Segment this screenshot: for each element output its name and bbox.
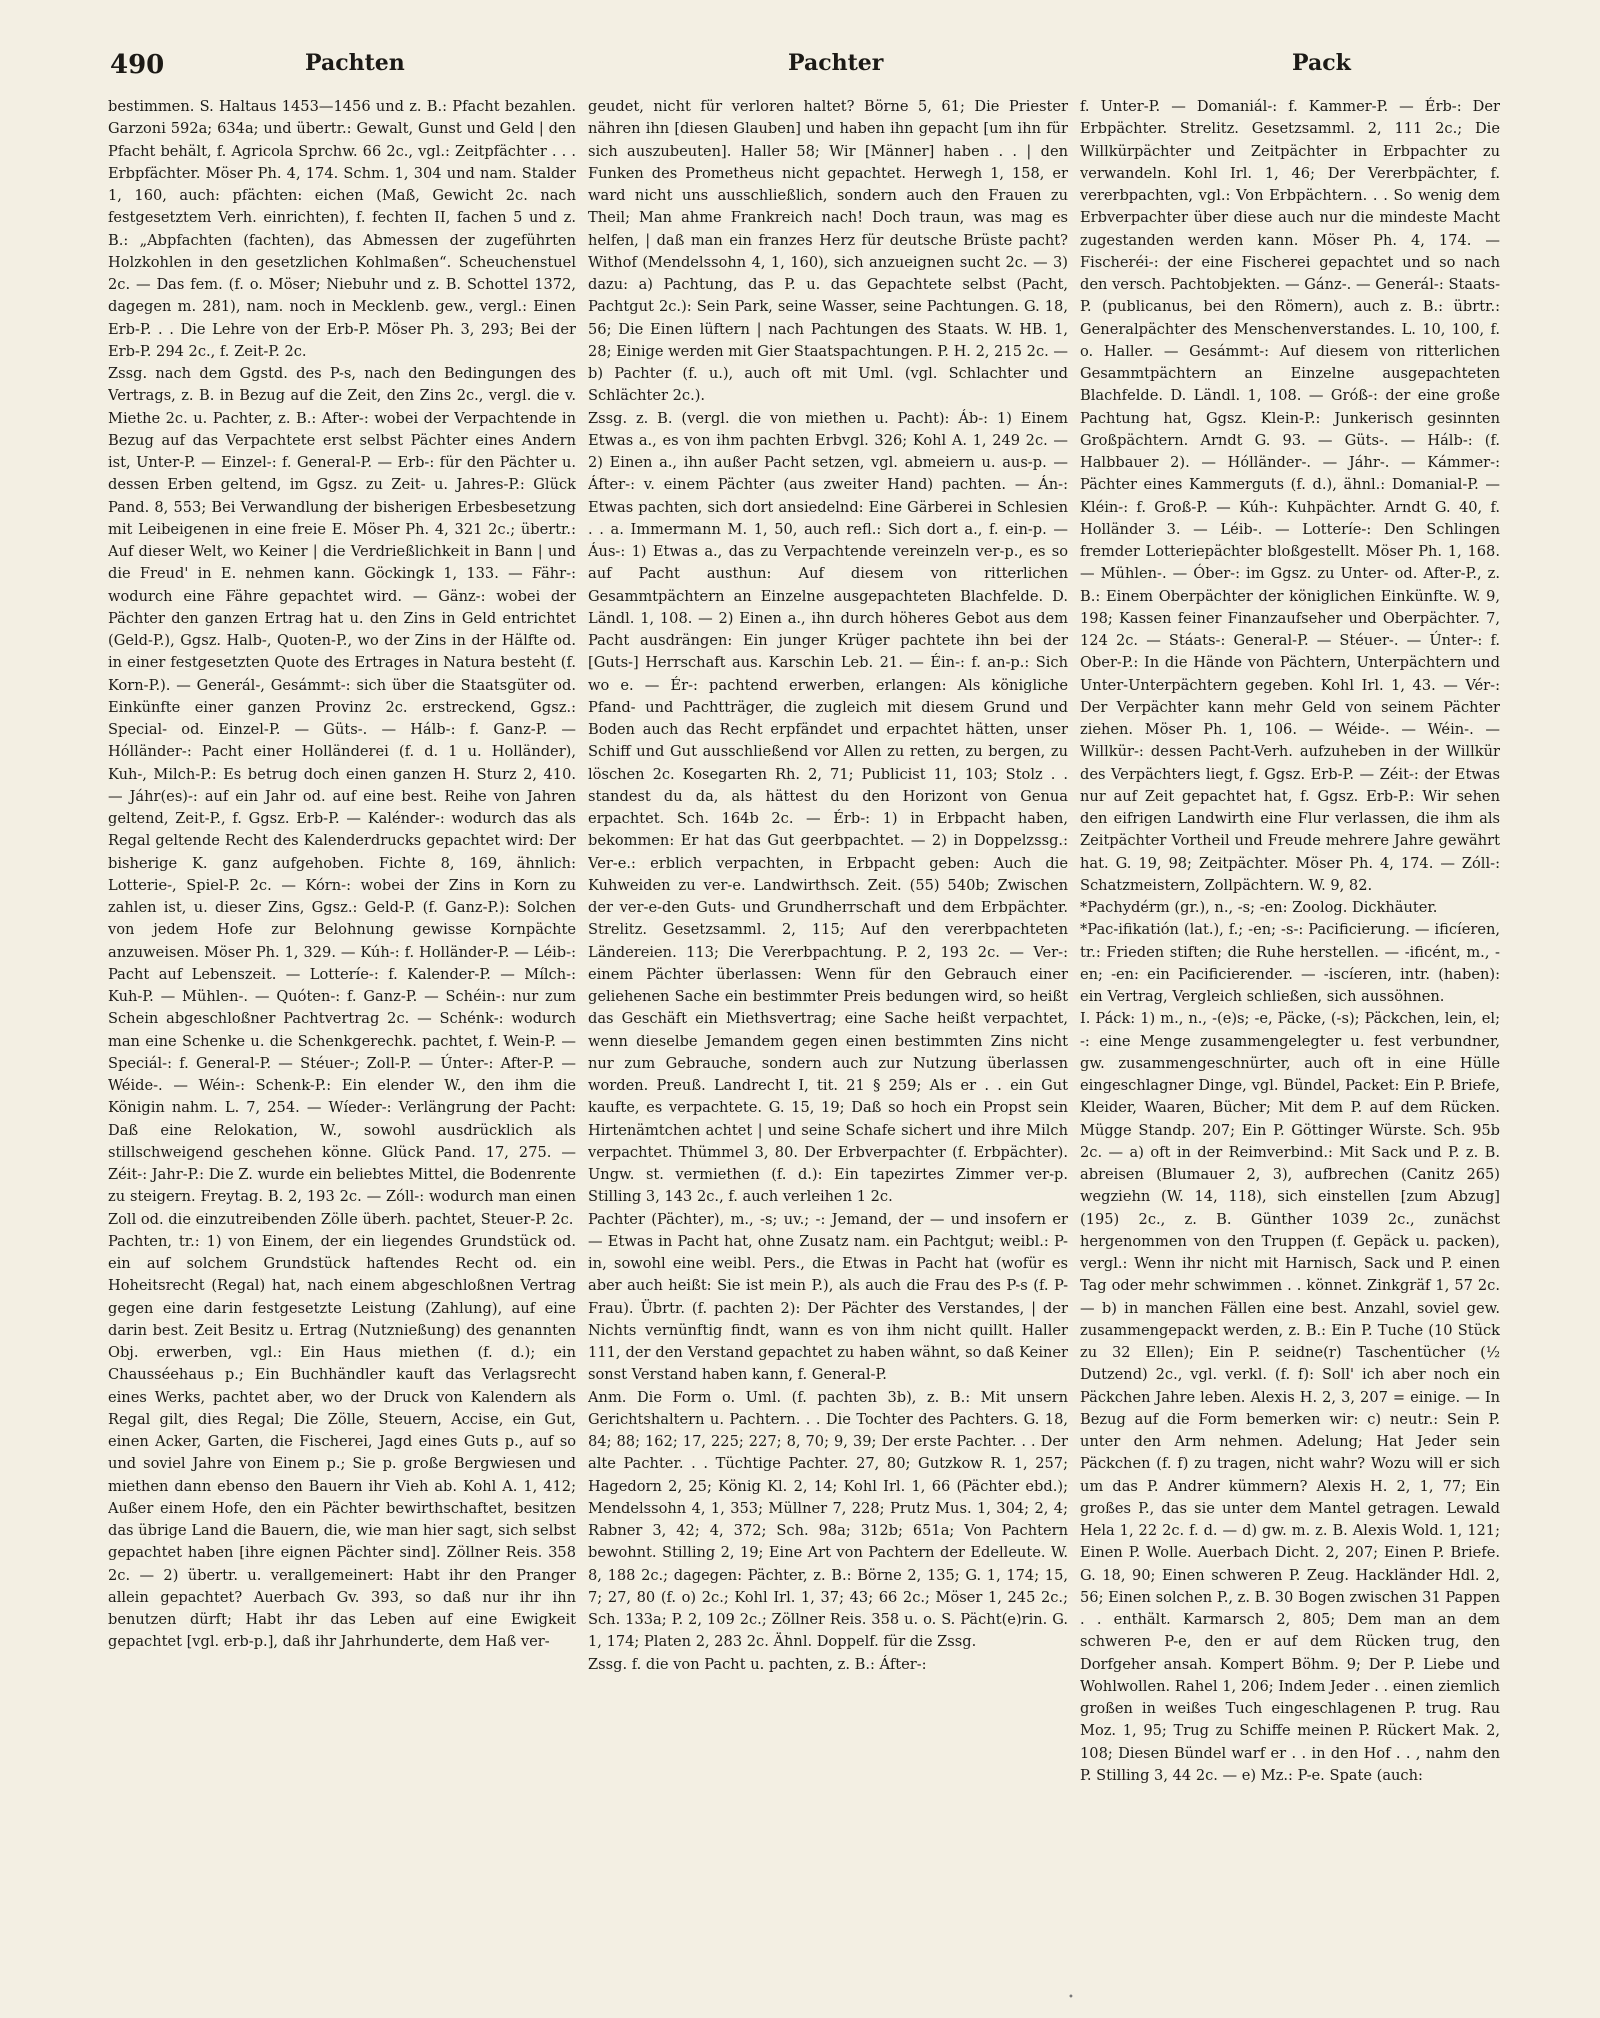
text-column-left [108, 96, 576, 1991]
entry-paragraph: f. Unter-P. — Domaniál-: f. Kammer-P. — Érb-: Der Erbpächter. Strelitz. Gesetzsamml. 2, 111 2c.; Die Willkürpächter und Zeitpächter in Erbpachter zu verwandeln. Kohl Irl. 1, 46; Der Vererbpächter, f. vererbpachten, vgl.: Von Erbpächtern. . . So wenig dem Erbverpachter über diese auch nur die mindeste Macht zugestanden werden kann. Möser Ph. 4, 174. — Fischeréi-: der eine Fischerei gepachtet und so nach den versch. Pachtobjekten. — Gánz-. — Generál-: Staats-P. (publicanus, bei den Römern), auch z. B.: übrtr.: Generalpächter des Menschenverstandes. L. 10, 100, f. o. Haller. — Gesámmt-: Auf diesem von ritterlichen Gesammtpächtern an Einzelne ausgepachteten Blachfelde. D. Ländl. 1, 108. — Gróß-: der eine große Pachtung hat, Ggsz. Klein-P.: Junkerisch gesinnten Großpächtern. Arndt G. 93. — Güts-. — Hálb-: (f. Halbbauer 2). — Hólländer-. — Jáhr-. — Kámmer-: Pächter eines Kammerguts (f. d.), ähnl.: Domanial-P. — Kléin-: f. Groß-P. — Kúh-: Kuhpächter. Arndt G. 40, f. Holländer 3. — Léib-. — Lotteríe-: Den Schlingen fremder Lotteriepächter bloßgestellt. Möser Ph. 1, 168. — Mühlen-. — Óber-: im Ggsz. zu Unter- od. After-P., z. B.: Einem Oberpächter der königlichen Einkünfte. W. 9, 198; Kassen feiner Finanzaufseher und Oberpächter. 7, 124 2c. — Stáats-: General-P. — Stéuer-. — Únter-: f. Ober-P.: In die Hände von Pächtern, Unterpächtern und Unter-Unterpächtern gegeben. Kohl Irl. 1, 43. — Vér-: Der Verpächter kann mehr Geld von seinem Pächter ziehen. Möser Ph. 1, 106. — Wéide-. — Wéin-. — Willkür-: dessen Pacht-Verh. aufzuheben in der Willkür des Verpächters liegt, f. Ggsz. Erb-P. — Zéit-: der Etwas nur auf Zeit gepachtet hat, f. Ggsz. Erb-P.: Wir sehen den eifrigen Landwirth eine Flur verlassen, die ihm als Zeitpächter Vortheil und Freude mehrere Jahre gewährt hat. G. 19, 98; Zeitpächter. Möser Ph. 4, 174. — Zóll-: Schatzmeistern, Zollpächtern. W. 9, 82. [1080, 98, 1500, 894]
text-column-middle [588, 96, 1068, 1991]
entry-paragraph: *Pac-ifikatión (lat.), f.; -en; -s-: Pacificierung. — ificíeren, tr.: Frieden stiften; die Ruhe herstellen. — -ificént, m., -en; -en: ein Pacificierender. — -iscíeren, intr. (haben): ein Vertrag, Vergleich schließen, sich aussöhnen. [1080, 921, 1500, 1005]
text-column-right [1080, 96, 1500, 1991]
running-head-right: Pack [1292, 50, 1351, 76]
entry-paragraph: geudet, nicht für verloren haltet? Börne 5, 61; Die Priester nähren ihn [diesen Glauben] und haben ihn gepacht [um ihn für sich auszubeuten]. Haller 58; Wir [Männer] haben . . | den Funken des Prometheus nicht gepachtet. Herwegh 1, 158, er ward nicht uns ausschließlich, sondern auch den Frauen zu Theil; Man ahme Frankreich nach! Doch traun, was mag es helfen, | daß man ein franzes Herz für deutsche Brüste pacht? Withof (Mendelssohn 4, 1, 160), sich anzueignen sucht 2c. — 3) dazu: a) Pachtung, das P. u. das Gepachtete selbst (Pacht, Pachtgut 2c.): Sein Park, seine Wasser, seine Pachtungen. G. 18, 56; Die Einen lüftern | nach Pachtungen des Staats. W. HB. 1, 28; Einige werden mit Gier Staatspachtungen. P. H. 2, 215 2c. — b) Pachter (f. u.), auch oft mit Uml. (vgl. Schlachter und Schlächter 2c.). [588, 98, 1068, 405]
running-head-center: Pachter [788, 50, 884, 76]
page-number: 490 [110, 50, 165, 80]
running-head-left: Pachten [305, 50, 405, 76]
entry-paragraph: Pachten, tr.: 1) von Einem, der ein liegendes Grundstück od. ein auf solchem Grundstück haftendes Recht od. ein Hoheitsrecht (Regal) hat, nach einem abgeschloßnen Vertrag gegen eine darin festgesetzte Leistung (Zahlung), auf eine darin best. Zeit Besitz u. Ertrag (Nutznießung) des genannten Obj. erwerben, vgl.: Ein Haus miethen (f. d.); ein Chausséehaus p.; Ein Buchhändler kauft das Verlagsrecht eines Werks, pachtet aber, wo der Druck von Kalendern als Regal gilt, dies Regal; Die Zölle, Steuern, Accise, ein Gut, einen Acker, Garten, die Fischerei, Jagd eines Guts p., auf so und soviel Jahre von Einem p.; Sie p. große Bergwiesen und miethen dann ebenso den Bauern ihr Vieh ab. Kohl A. 1, 412; Außer einem Hofe, den ein Pächter bewirthschaftet, besitzen das übrige Land die Bauern, die, wie man hier sagt, sich selbst gepachtet haben [ihre eignen Pächter sind]. Zöllner Reis. 358 2c. — 2) übertr. u. verallgemeinert: Habt ihr den Pranger allein gepachtet? Auerbach Gv. 393, so daß nur ihr ihn benutzen dürft; Habt ihr das Leben auf eine Ewigkeit gepachtet [vgl. erb-p.], daß ihr Jahrhunderte, dem Haß ver- [108, 1232, 576, 1651]
entry-paragraph: Anm. Die Form o. Uml. (f. pachten 3b), z. B.: Mit unsern Gerichtshaltern u. Pachtern. . . Die Tochter des Pachters. G. 18, 84; 88; 162; 17, 225; 227; 8, 70; 9, 39; Der erste Pachter. . . Der alte Pachter. . . Tüchtige Pachter. 27, 80; Gutzkow R. 1, 257; Hagedorn 2, 25; König Kl. 2, 14; Kohl Irl. 1, 66 (Pächter ebd.); Mendelssohn 4, 1, 353; Müllner 7, 228; Prutz Mus. 1, 304; 2, 4; Rabner 3, 42; 4, 372; Sch. 98a; 312b; 651a; Von Pachtern bewohnt. Stilling 2, 19; Eine Art von Pachtern der Edelleute. W. 8, 188 2c.; dagegen: Pächter, z. B.: Börne 2, 135; G. 1, 174; 15, 7; 27, 80 (f. o) 2c.; Kohl Irl. 1, 37; 43; 66 2c.; Möser 1, 245 2c.; Sch. 133a; P. 2, 109 2c.; Zöllner Reis. 358 u. o. S. Pächt(e)rin. G. 1, 174; Platen 2, 283 2c. Ähnl. Doppelf. für die Zssg. [588, 1388, 1068, 1651]
entry-paragraph: Pachter (Pächter), m., -s; uv.; -: Jemand, der — und insofern er — Etwas in Pacht hat, ohne Zusatz nam. ein Pachtgut; weibl.: P-in, sowohl eine weibl. Pers., die Etwas in Pacht hat (wofür es aber auch heißt: Sie ist mein P.), als auch die Frau des P-s (f. P-Frau). Übrtr. (f. pachten 2): Der Pächter des Verstandes, | der Nichts vernünftig findt, wann es von ihm nicht quillt. Haller 111, der den Verstand gepachtet zu haben wähnt, so daß Keiner sonst Verstand haben kann, f. General-P. [588, 1210, 1068, 1384]
corner-mark: • [1068, 1992, 1074, 2003]
entry-paragraph: Zssg. z. B. (vergl. die von miethen u. Pacht): Áb-: 1) Einem Etwas a., es von ihm pachten Erbvgl. 326; Kohl A. 1, 249 2c. — 2) Einen a., ihn außer Pacht setzen, vgl. abmeiern u. aus-p. — Áfter-: v. einem Pächter (aus zweiter Hand) pachten. — Án-: Etwas pachten, sich dort ansiedelnd: Eine Gärberei in Schlesien . . a. Immermann M. 1, 50, auch refl.: Sich dort a., f. ein-p. — Áus-: 1) Etwas a., das zu Verpachtende vereinzeln ver-p., es so auf Pacht austhun: Auf diesem von ritterlichen Gesammtpächtern an Einzelne ausgepachteten Blachfelde. D. Ländl. 1, 108. — 2) Einen a., ihn durch höheres Gebot aus dem Pacht ausdrängen: Ein junger Krüger pachtete ihn bei der [Guts-] Herrschaft aus. Karschin Leb. 21. — Éin-: f. an-p.: Sich wo e. — Ér-: pachtend erwerben, erlangen: Als königliche Pfand- und Pachtträger, die zugleich mit diesem Grund und Boden auch das Recht erpfändet und erpachtet hätten, unser Schiff und Gut ausschließend vor Allen zu retten, zu bergen, zu löschen 2c. Kosegarten Rh. 2, 71; Publicist 11, 103; Stolz . . standest du da, als hättest du den Horizont von Genua erpachtet. Sch. 164b 2c. — Érb-: 1) in Erbpacht haben, bekommen: Er hat das Gut geerbpachtet. — 2) in Doppelzssg.: Ver-e.: erblich verpachten, in Erbpacht geben: Auch die Kuhweiden zu ver-e. Landwirthsch. Zeit. (55) 540b; Zwischen der ver-e-den Guts- und Grundherrschaft und dem Erbpächter. Strelitz. Gesetzsamml. 2, 115; Auf den vererbpachteten Ländereien. 113; Die Vererbpachtung. P. 2, 193 2c. — Ver-: einem Pächter überlassen: Wenn für den Gebrauch einer geliehenen Sache ein bestimmter Preis bedungen wird, so heißt das Geschäft ein Miethsvertrag; eine Sache heißt verpachtet, wenn dieselbe Jemandem gegen einen bestimmten Zins nicht nur zum Gebrauche, sondern auch zur Nutzung überlassen worden. Preuß. Landrecht I, tit. 21 § 259; Als er . . ein Gut kaufte, es verpachtete. G. 15, 19; Daß so hoch ein Propst sein Hirtenämtchen achtet | und seine Schafe sichert und ihre Milch verpachtet. Thümmel 3, 80. Der Erbverpachter (f. Erbpächter). Ungw. st. vermiethen (f. d.): Ein tapezirtes Zimmer ver-p. Stilling 3, 143 2c., f. auch verleihen 1 2c. [588, 409, 1068, 1206]
entry-paragraph: I. Páck: 1) m., n., -(e)s; -e, Päcke, (-s); Päckchen, lein, el; -: eine Menge zusammengelegter u. fest verbundner, gw. zusammengeschnürter, auch oft in eine Hülle eingeschlagner Dinge, vgl. Bündel, Packet: Ein P. Briefe, Kleider, Waaren, Bücher; Mit dem P. auf dem Rücken. Mügge Standp. 207; Ein P. Göttinger Würste. Sch. 95b 2c. — a) oft in der Reimverbind.: Mit Sack und P. z. B. abreisen (Blumauer 2, 3), aufbrechen (Canitz 265) wegziehn (W. 14, 118), sich einstellen [zum Abzug] (195) 2c., z. B. Günther 1039 2c., zunächst hergenommen von den Truppen (f. Gepäck u. packen), vergl.: Wenn ihr nicht mit Harnisch, Sack und P. einen Tag oder mehr schwimmen . . könnet. Zinkgräf 1, 57 2c. — b) in manchen Fällen eine best. Anzahl, soviel gew. zusammengepackt werden, z. B.: Ein P. Tuche (10 Stück zu 32 Ellen); Ein P. seidne(r) Taschentücher (½ Dutzend) 2c., vgl. verkl. (f. f): Soll' ich aber noch ein Päckchen Jahre leben. Alexis H. 2, 3, 207 = einige. — In Bezug auf die Form bemerken wir: c) neutr.: Sein P. unter den Arm nehmen. Adelung; Hat Jeder sein Päckchen (f. f) zu tragen, nicht wahr? Wozu will er sich um das P. Andrer kümmern? Alexis H. 2, 1, 77; Ein großes P., das sie unter dem Mantel getragen. Lewald Hela 1, 22 2c. f. d. — d) gw. m. z. B. Alexis Wold. 1, 121; Einen P. Wolle. Auerbach Dicht. 2, 207; Einen P. Briefe. G. 18, 90; Einen schweren P. Zeug. Hackländer Hdl. 2, 56; Einen solchen P., z. B. 30 Bogen zwischen 31 Pappen . . enthält. Karmarsch 2, 805; Dem man an dem schweren P-e, den er auf dem Rücken trug, den Dorfgeher ansah. Kompert Böhm. 9; Der P. Liebe und Wohlwollen. Rahel 1, 206; Indem Jeder . . einen ziemlich großen in weißes Tuch eingeschlagenen P. trug. Rau Moz. 1, 95; Trug zu Schiffe meinen P. Rückert Mak. 2, 108; Diesen Bündel warf er . . in den Hof . . , nahm den P. Stilling 3, 44 2c. — e) Mz.: P-e. Spate (auch: [1080, 1010, 1500, 1784]
entry-paragraph: *Pachydérm (gr.), n., -s; -en: Zoolog. Dickhäuter. [1080, 899, 1438, 916]
entry-paragraph: Zssg. f. die von Pacht u. pachten, z. B.: Áfter-: [588, 1655, 927, 1673]
entry-paragraph: bestimmen. S. Haltaus 1453—1456 und z. B.: Pfacht bezahlen. Garzoni 592a; 634a; und übertr.: Gewalt, Gunst und Geld | den Pfacht behält, f. Agricola Sprchw. 66 2c., vgl.: Zeitpfächter . . . Erbpfächter. Möser Ph. 4, 174. Schm. 1, 304 und nam. Stalder 1, 160, auch: pfächten: eichen (Maß, Gewicht 2c. nach festgesetztem Verh. einrichten), f. fechten II, fachen 5 und z. B.: „Abpfachten (fachten), das Abmessen der zugeführten Holzkohlen in den gesetzlichen Kohlmaßen“. Scheuchenstuel 2c. — Das fem. (f. o. Möser; Niebuhr und z. B. Schottel 1372, dagegen m. 281), nam. noch in Mecklenb. gew., vergl.: Einen Erb-P. . . Die Lehre von der Erb-P. Möser Ph. 3, 293; Bei der Erb-P. 294 2c., f. Zeit-P. 2c. [108, 98, 576, 360]
entry-paragraph: Zssg. nach dem Ggstd. des P-s, nach den Bedingungen des Vertrags, z. B. in Bezug auf die Zeit, den Zins 2c., vergl. die v. Miethe 2c. u. Pachter, z. B.: After-: wobei der Verpachtende in Bezug auf das Verpachtete erst selbst Pächter eines Andern ist, Unter-P. — Einzel-: f. General-P. — Erb-: für den Pächter u. dessen Erben geltend, im Ggsz. zu Zeit- u. Jahres-P.: Glück Pand. 8, 553; Bei Verwandlung der bisherigen Erbesbesetzung mit Leibeigenen in eine freie E. Möser Ph. 4, 321 2c.; übertr.: Auf dieser Welt, wo Keiner | die Verdrießlichkeit in Bann | und die Freud' in E. nehmen kann. Göckingk 1, 133. — Fähr-: wodurch eine Fähre gepachtet wird. — Gänz-: wobei der Pächter den ganzen Ertrag hat u. den Zins in Geld entrichtet (Geld-P.), Ggsz. Halb-, Quoten-P., wo der Zins in der Hälfte od. in einer festgesetzten Quote des Ertrages in Natura besteht (f. Korn-P.). — Generál-, Gesámmt-: sich über die Staatsgüter od. Einkünfte einer ganzen Provinz 2c. erstreckend, Ggsz.: Special- od. Einzel-P. — Güts-. — Hálb-: f. Ganz-P. — Hólländer-: Pacht einer Holländerei (f. d. 1 u. Holländer), Kuh-, Milch-P.: Es betrug doch einen ganzen H. Sturz 2, 410. — Jáhr(es)-: auf ein Jahr od. auf eine best. Reihe von Jahren geltend, Zeit-P., f. Ggsz. Erb-P. — Kalénder-: wodurch das als Regal geltende Recht des Kalenderdrucks gepachtet wird: Der bisherige K. ganz aufgehoben. Fichte 8, 169, ähnlich: Lotterie-, Spiel-P. 2c. — Kórn-: wobei der Zins in Korn zu zahlen ist, u. dieser Zins, Ggsz.: Geld-P. (f. Ganz-P.): Solchen von jedem Hofe zur Belohnung gewisse Kornpächte anzuweisen. Möser Ph. 1, 329. — Kúh-: f. Holländer-P. — Léib-: Pacht auf Lebenszeit. — Lotteríe-: f. Kalender-P. — Mílch-: Kuh-P. — Mühlen-. — Quóten-: f. Ganz-P. — Schéin-: nur zum Schein abgeschloßner Pachtvertrag 2c. — Schénk-: wodurch man eine Schenke u. die Schenkgerechk. pachtet, f. Wein-P. — Speciál-: f. General-P. — Stéuer-; Zoll-P. — Únter-: After-P. — Wéide-. — Wéin-: Schenk-P.: Ein elender W., den ihm die Königin nahm. L. 7, 254. — Wíeder-: Verlängrung der Pacht: Daß eine Relokation, W., sowohl ausdrücklich als stillschweigend geschehen könne. Glück Pand. 17, 275. — Zéit-: Jahr-P.: Die Z. wurde ein beliebtes Mittel, die Bodenrente zu steigern. Freytag. B. 2, 193 2c. — Zóll-: wodurch man einen Zoll od. die einzutreibenden Zölle überh. pachtet, Steuer-P. 2c. [108, 365, 576, 1228]
